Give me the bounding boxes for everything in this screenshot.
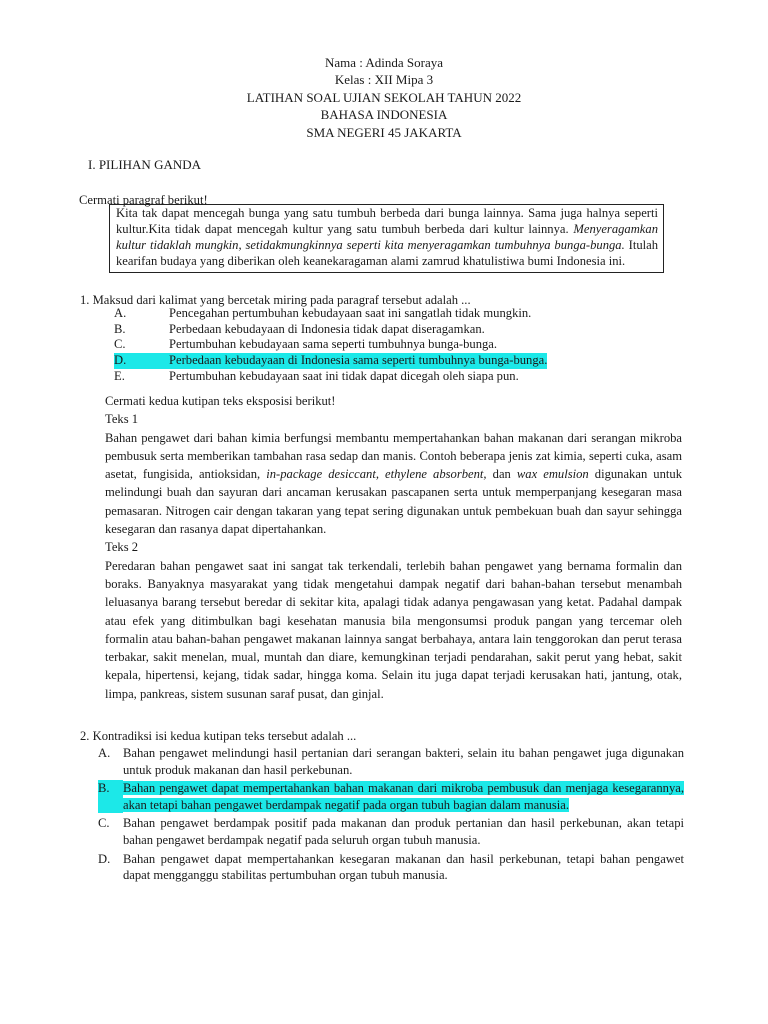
q1-option-c[interactable] — [114, 337, 547, 353]
option-letter: D. — [98, 851, 111, 866]
student-name: Nama : Adinda Soraya — [324, 55, 444, 70]
section-title: I. PILIHAN GANDA — [88, 157, 202, 172]
option-letter: B. — [114, 321, 126, 336]
option-text: Perbedaan kebudayaan di Indonesia sama seperti tumbuhnya bunga-bunga. — [169, 353, 548, 368]
text1-part: dan — [486, 467, 517, 482]
option-text: Bahan pengawet dapat mempertahankan kesegaran makanan dan hasil perkebunan, tetapi bahan pengawet dapat mengganggu stabilitas pertumbuhan organ tubuh manusia. — [123, 851, 684, 883]
option-text: Pencegahan pertumbuhan kebudayaan saat ini sangatlah tidak mungkin. — [169, 306, 532, 320]
exam-subject: BAHASA INDONESIA — [320, 107, 448, 123]
option-letter: B. — [98, 780, 123, 813]
q2-question: 2. Kontradiksi isi kedua kutipan teks tersebut adalah ... — [80, 729, 357, 743]
q1-option-b[interactable] — [114, 322, 547, 338]
q2-option-a[interactable] — [98, 745, 684, 778]
option-letter: E. — [114, 368, 125, 383]
q1-options — [114, 306, 547, 385]
q1-question: 1. Maksud dari kalimat yang bercetak miring pada paragraf tersebut adalah ... — [80, 293, 471, 307]
q2-options — [98, 745, 684, 886]
passage-text: Kita tak dapat mencegah bunga yang satu tumbuh berbeda dari bunga lainnya. Sama juga halnya seperti kultur.Kita tidak dapat mencegah kultur yang satu tumbuh berbeda dari kultur lainnya. — [116, 206, 658, 236]
option-letter: A. — [98, 746, 111, 760]
highlighted-answer: Bahan pengawet dapat mempertahankan bahan makanan dari mikroba pembusuk dan menjaga kesegarannya, akan tetapi bahan pengawet berdampak negatif pada organ tubuh bagian dalam manusia. — [123, 781, 684, 812]
option-letter: D. — [114, 353, 127, 368]
option-text: Perbedaan kebudayaan di Indonesia tidak dapat diseragamkan. — [169, 321, 485, 336]
q2-option-d[interactable] — [98, 851, 684, 884]
q2-option-c[interactable] — [98, 815, 684, 848]
option-text: Bahan pengawet berdampak positif pada makanan dan produk pertanian dan hasil perkebunan, akan tetapi bahan pengawet berdampak negatif pada seluruh organ tubuh manusia. — [123, 816, 684, 847]
q2-intro: Cermati kedua kutipan teks eksposisi berikut! — [105, 394, 336, 408]
text1-italic-term: wax emulsion — [516, 467, 589, 482]
q2-passages — [105, 392, 682, 703]
option-letter: A. — [114, 306, 127, 320]
option-letter: C. — [114, 337, 126, 352]
text2-label: Teks 2 — [105, 540, 139, 555]
text1-italic-term: in-package desiccant, ethylene absorbent, — [266, 467, 487, 482]
school-name: SMA NEGERI 45 JAKARTA — [306, 124, 462, 140]
option-letter: C. — [98, 816, 110, 831]
q1-option-a[interactable] — [114, 306, 547, 322]
text1-part: digunakan untuk melindungi buah dan sayuran dari ancaman kerusakan pascapanen serta untuk memperpanjang kesegaran masa pemasaran. Nitrogen cair dengan takaran yang tepat sering digunakan untuk pembekuan buah dan sayur sehingga kesegaran dan rasanya dapat dipertahankan. — [105, 467, 682, 537]
exam-title: LATIHAN SOAL UJIAN SEKOLAH TAHUN 2022 — [246, 89, 522, 105]
option-text: Bahan pengawet melindungi hasil pertanian dari serangan bakteri, selain itu bahan pengawet juga digunakan untuk produk makanan dan hasil perkebunan. — [123, 746, 684, 777]
text2-paragraph: Peredaran bahan pengawet saat ini sangat tak terkendali, terlebih bahan pengawet yang bernama formalin dan boraks. Banyaknya masyarakat yang tidak mengetahui dampak negatif dari bahan-bahan tersebut menambah leluasanya barang tersebut beredar di sekitar kita, apalagi tidak adanya pengawasan yang ketat. Padahal dampak atau efek yang ditimbulkan bagi kesehatan manusia bila mengonsumsi produk pangan yang tercemar oleh formalin atau bahan-bahan pengawet makanan lainnya sangat berbahaya, antara lain tenggorokan dan perut terasa terbakar, sakit menelan, mual, muntah dan diare, kemungkinan terjadi pendarahan, sakit perut yang hebat, sakit kepala, hipertensi, kejang, tidak sadar, hingga koma. Selain itu juga dapat terjadi kerusakan hati, jantung, otak, limpa, pankreas, sistem susunan saraf pusat, dan ginjal. — [105, 558, 682, 701]
document-header — [0, 54, 768, 141]
passage-italic-sentence: Menyeragamkan kultur tidaklah mungkin, setidakmungkinnya seperti kita menyeragamkan tumbuhnya bunga-bunga. — [116, 221, 658, 252]
passage-text: Itulah kearifan budaya yang diberikan oleh keanekaragaman alami zamrud khatulistiwa bumi Indonesia ini. — [116, 237, 658, 268]
text1-part: Bahan pengawet dari bahan kimia berfungsi membantu mempertahankan bahan makanan dari serangan mikroba pembusuk serta memberikan tambahan rasa sedap dan manis. Contoh beberapa jenis zat kimia, seperti cuka, asam asetat, fungisida, antioksidan, — [105, 430, 682, 482]
text1-label: Teks 1 — [105, 412, 139, 427]
q1-passage-box — [109, 204, 664, 273]
q2-option-b-selected[interactable] — [98, 780, 684, 813]
student-class: Kelas : XII Mipa 3 — [334, 72, 434, 88]
option-text — [123, 780, 684, 813]
option-text: Pertumbuhan kebudayaan sama seperti tumbuhnya bunga-bunga. — [169, 337, 498, 352]
text1-paragraph — [105, 429, 682, 539]
q1-option-e[interactable] — [114, 369, 547, 385]
option-text: Pertumbuhan kebudayaan saat ini tidak dapat dicegah oleh siapa pun. — [169, 368, 519, 383]
q1-option-d-selected[interactable] — [114, 353, 547, 369]
q1-intro: Cermati paragraf berikut! — [79, 193, 208, 207]
